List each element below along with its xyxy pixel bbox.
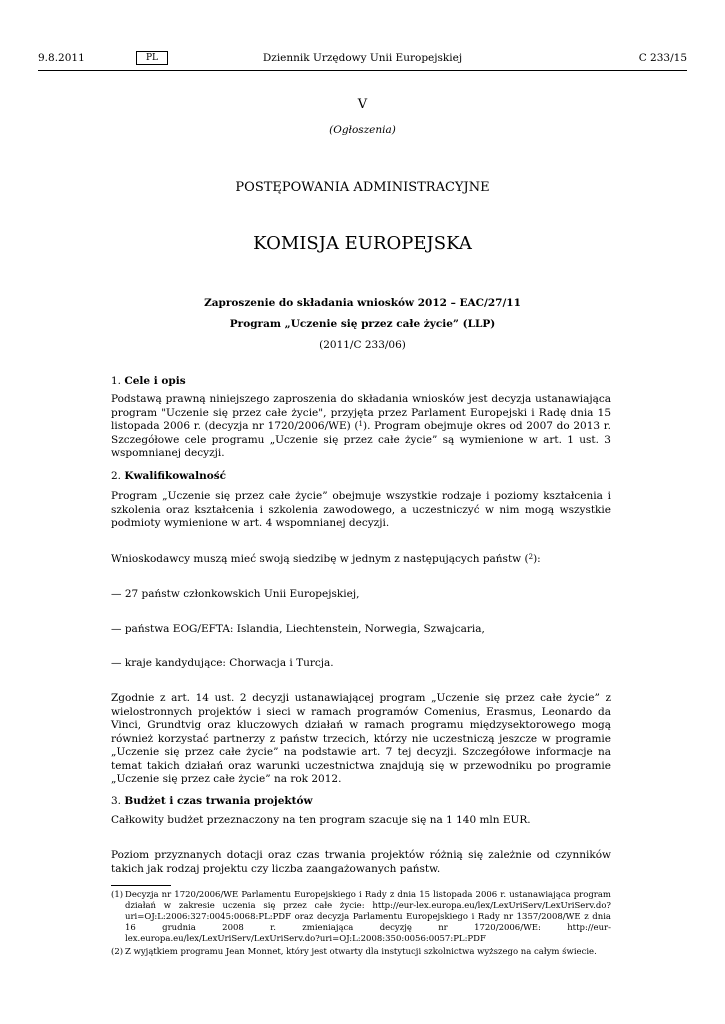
paragraph-text: Podstawą prawną niniejszego zaproszenia do składania wniosków jest decyzja ustanawiająca program "Uczenie się przez całe życie", przyjęta przez Parlament Europejski i Radę dnia 15 listopada 2006 r. (decyzja nr 1720/2006/WE) ( bbox=[111, 393, 611, 432]
part-subtitle: (Ogłoszenia) bbox=[329, 124, 396, 136]
call-code: (2011/C 233/06) bbox=[319, 339, 406, 351]
paragraph: Zgodnie z art. 14 ust. 2 decyzji ustanawiającej program „Uczenie się przez całe życie” z wielostronnych projektów i sieci w ramach programów Comenius, Erasmus, Leonardo da Vinci, Grundtvig oraz kluczowych działań w ramach programu międzysektorowego mogą również korzystać partnerzy z państw trzecich, którzy nie uczestniczą jeszcze w programie „Uczenie się przez całe życie” na podstawie art. 7 tej decyzji. Szczegółowe informacje na temat takich działań oraz warunki uczestnictwa znajdują się w przewodniku po programie „Uczenie się przez całe życie” na rok 2012. bbox=[111, 692, 611, 785]
paragraph bbox=[111, 393, 611, 461]
footnote bbox=[111, 947, 611, 958]
footnote-mark: (2) bbox=[111, 947, 124, 957]
section-heading-text: Kwalifikowalność bbox=[124, 470, 227, 482]
journal-title: Dziennik Urzędowy Unii Europejskiej bbox=[262, 52, 463, 64]
institution-title: KOMISJA EUROPEJSKA bbox=[253, 233, 472, 254]
list-item: — kraje kandydujące: Chorwacja i Turcja. bbox=[111, 657, 334, 669]
footnote-ref[interactable]: 1 bbox=[358, 420, 363, 428]
footnote-ref[interactable]: 2 bbox=[528, 553, 534, 561]
paragraph: Całkowity budżet przeznaczony na ten program szacuje się na 1 140 mln EUR. bbox=[111, 814, 531, 826]
journal-header bbox=[38, 52, 687, 68]
footnote bbox=[111, 890, 611, 945]
section-2-body bbox=[111, 692, 611, 787]
programme-title: Program „Uczenie się przez całe życie” (LLP) bbox=[229, 318, 496, 330]
footnote-text: Z wyjątkiem programu Jean Monnet, który jest otwarty dla instytucji szkolnictwa wyższego na całym świecie. bbox=[125, 947, 597, 957]
footnotes bbox=[111, 890, 611, 958]
section-3-heading bbox=[111, 795, 611, 809]
paragraph bbox=[111, 553, 611, 567]
section-3-body bbox=[111, 849, 611, 876]
footnote-mark: (1) bbox=[111, 890, 124, 900]
header-date: 9.8.2011 bbox=[38, 52, 85, 64]
paragraph: Program „Uczenie się przez całe życie” obejmuje wszystkie rodzaje i poziomy kształcenia i szkolenia oraz kształcenia i szkolenia zawodowego, a uczestniczyć w nim mogą wszystkie podmioty wymienione w art. 4 wspomnianej decyzji. bbox=[111, 490, 611, 529]
language-badge: PL bbox=[136, 51, 168, 65]
list-item: — 27 państw członkowskich Unii Europejskiej, bbox=[111, 588, 360, 600]
paragraph-text: Wnioskodawcy muszą mieć swoją siedzibę w jednym z następujących państw ( bbox=[111, 553, 529, 565]
header-rule bbox=[38, 70, 687, 71]
section-number: 1. bbox=[111, 375, 122, 387]
section-title: POSTĘPOWANIA ADMINISTRACYJNE bbox=[235, 180, 490, 195]
footnote-text: Decyzja nr 1720/2006/WE Parlamentu Europejskiego i Rady z dnia 15 listopada 2006 r. ustanawiająca program działań w zakresie uczenia się przez całe życie: http://eur-lex.europa.eu/lex/LexUriServ/LexUriServ.do?uri=OJ:L:2006:327:0045:0068:PL:PDF oraz decyzja Parlamentu Europejskiego i Rady nr 1357/2008/WE z dnia 16 grudnia 2008 r. zmieniająca decyzję nr 1720/2006/WE: http://eur-lex.europa.eu/lex/LexUriServ/LexUriServ.do?uri=OJ:L:2008:350:0056:0057:PL:PDF bbox=[125, 890, 611, 944]
section-2-heading bbox=[111, 470, 611, 484]
section-1-heading bbox=[111, 375, 611, 389]
section-3-body bbox=[111, 814, 611, 828]
section-number: 3. bbox=[111, 795, 122, 807]
paragraph: Poziom przyznanych dotacji oraz czas trwania projektów różnią się zależnie od czynników takich jak rodzaj projektu czy liczba zaangażowanych państw. bbox=[111, 849, 611, 875]
section-number: 2. bbox=[111, 470, 122, 482]
paragraph-text: ). Program obejmuje okres od 2007 do 2013 r. Szczegółowe cele programu „Uczenie się przez całe życie” są wymienione w art. 1 ust. 3 wspomnianej decyzji. bbox=[111, 420, 611, 459]
call-title: Zaproszenie do składania wniosków 2012 – EAC/27/11 bbox=[204, 297, 521, 309]
footnote-rule bbox=[111, 885, 171, 886]
part-numeral: V bbox=[357, 97, 368, 112]
list-item: — państwa EOG/EFTA: Islandia, Liechtenstein, Norwegia, Szwajcaria, bbox=[111, 623, 485, 635]
section-2-body bbox=[111, 490, 611, 531]
section-heading-text: Cele i opis bbox=[124, 375, 186, 387]
section-heading-text: Budżet i czas trwania projektów bbox=[124, 795, 313, 807]
section-1-body bbox=[111, 393, 611, 461]
page-reference: C 233/15 bbox=[638, 52, 687, 64]
paragraph-text: ): bbox=[533, 553, 541, 565]
section-2-body bbox=[111, 553, 611, 567]
